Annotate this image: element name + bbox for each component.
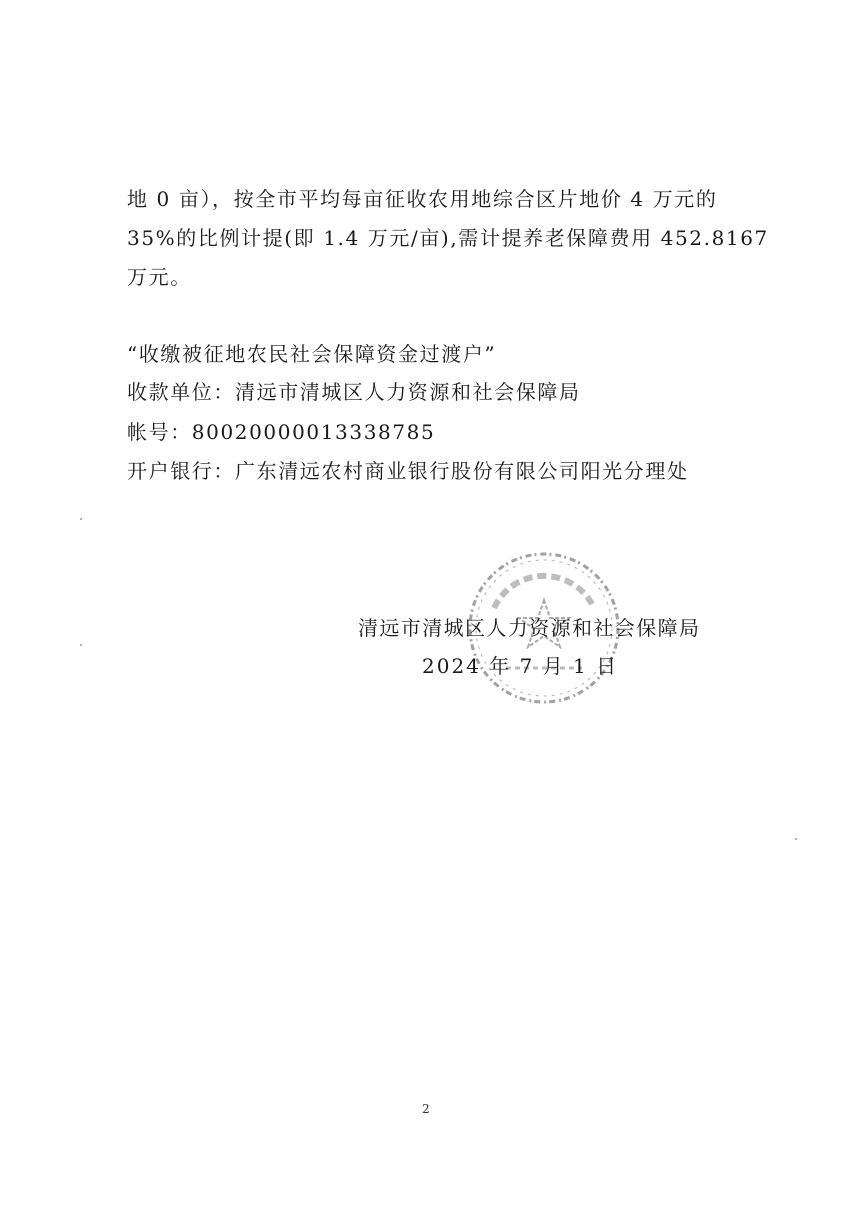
account-number-line: 帐号：80020000013338785 [127,420,436,444]
scan-speck [795,838,797,840]
scan-speck [80,518,82,520]
page-number: 2 [422,1102,430,1116]
body-line-3: 万元。 [127,265,192,289]
signature-date: 2024 年 7 月 1 日 [422,654,619,678]
scan-speck [80,644,82,646]
bank-line: 开户银行：广东清远农村商业银行股份有限公司阳光分理处 [127,459,689,483]
payee-line: 收款单位：清远市清城区人力资源和社会保障局 [127,380,581,404]
body-line-1: 地 0 亩），按全市平均每亩征收农用地综合区片地价 4 万元的 [127,187,718,211]
body-line-2: 35%的比例计提(即 1.4 万元/亩),需计提养老保障费用 452.8167 [127,226,769,250]
account-name-line: “收缴被征地农民社会保障资金过渡户” [127,342,497,366]
signature-organization: 清远市清城区人力资源和社会保障局 [358,616,701,640]
